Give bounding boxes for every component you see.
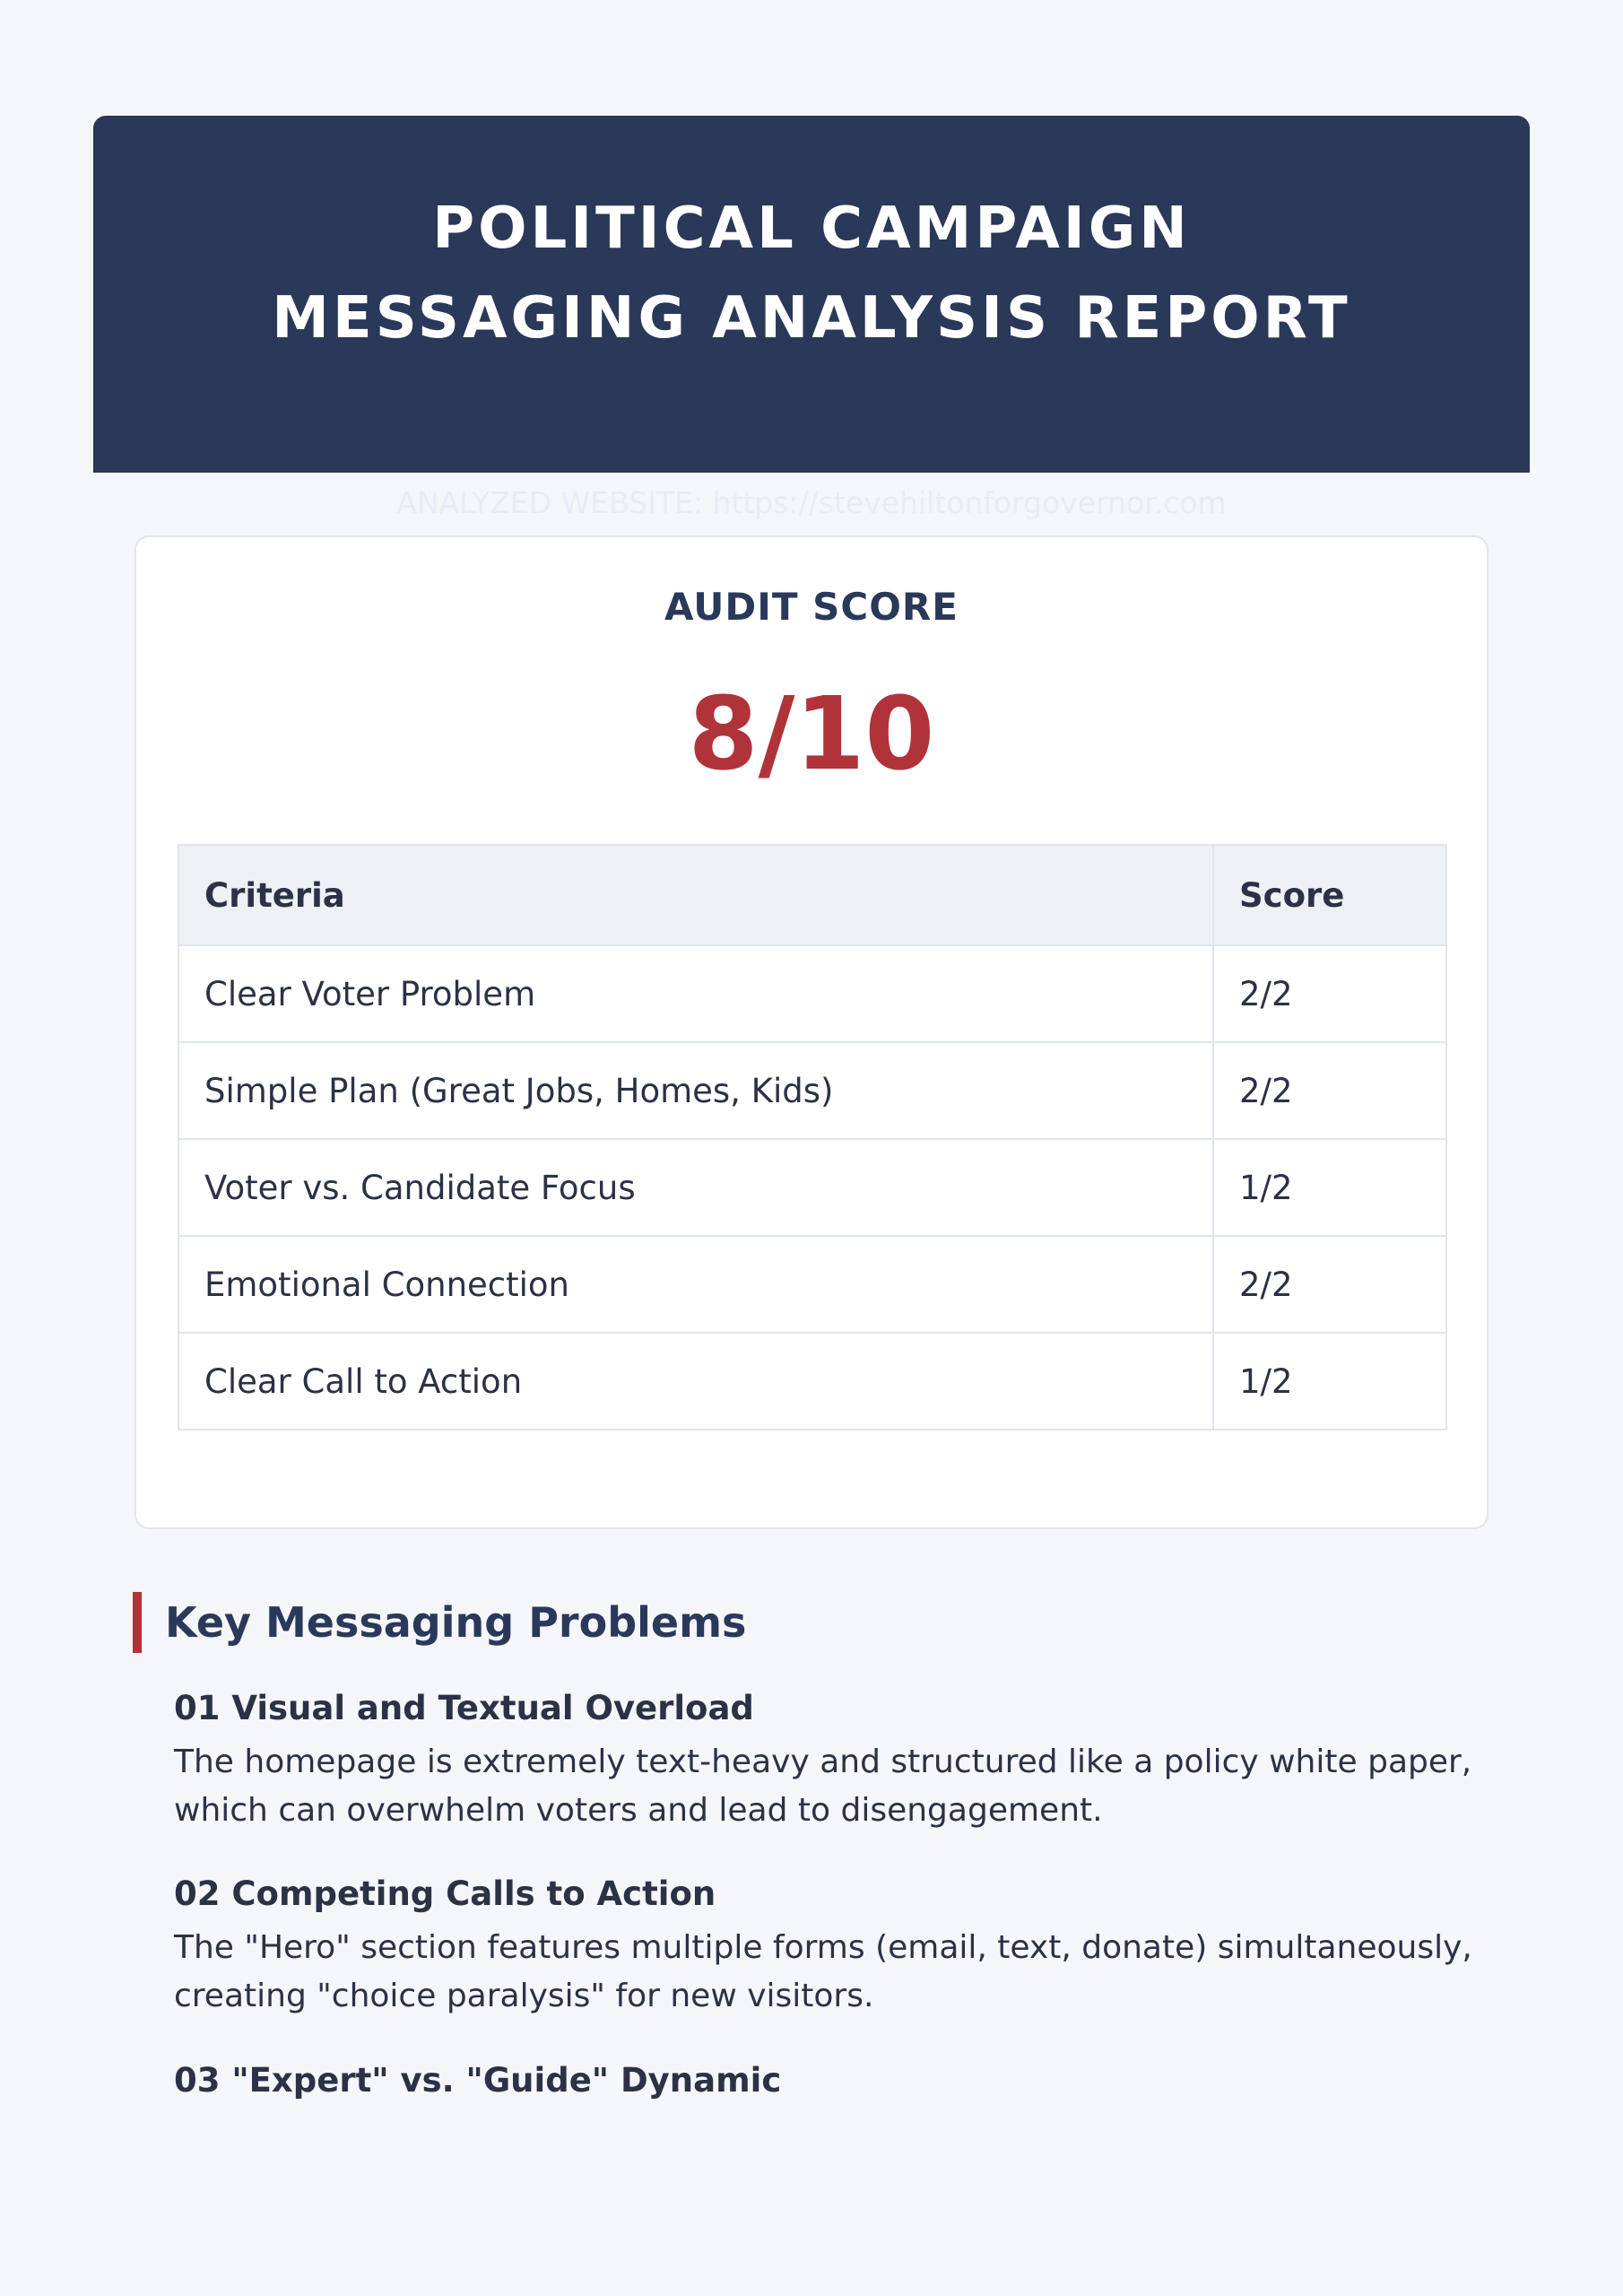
table-row: [178, 1333, 1446, 1430]
criteria-cell: Clear Call to Action: [178, 1333, 1213, 1430]
problem-item: [174, 2057, 1510, 2105]
criteria-cell: Voter vs. Candidate Focus: [178, 1139, 1213, 1236]
score-cell: 1/2: [1213, 1139, 1446, 1236]
score-cell: 2/2: [1213, 1042, 1446, 1139]
score-cell: 2/2: [1213, 945, 1446, 1042]
criteria-cell: Clear Voter Problem: [178, 945, 1213, 1042]
audit-score-value: 8/10: [688, 676, 935, 793]
audit-score-label: AUDIT SCORE: [664, 585, 959, 629]
criteria-table: [178, 844, 1447, 1431]
score-column-header: Score: [1213, 845, 1446, 945]
problem-item: [174, 1684, 1510, 1835]
problem-body: The homepage is extremely text-heavy and structured like a policy white paper, which can overwhelm voters and lead to disengagement.: [174, 1744, 1472, 1829]
analyzed-website: ANALYZED WEBSITE: https://stevehiltonforgovernor.com: [396, 485, 1227, 520]
criteria-cell: Simple Plan (Great Jobs, Homes, Kids): [178, 1042, 1213, 1139]
problem-title: 03 "Expert" vs. "Guide" Dynamic: [174, 2061, 782, 2100]
problem-title: 01 Visual and Textual Overload: [174, 1689, 754, 1727]
audit-score-card: [135, 535, 1488, 1529]
problem-body: The "Hero" section features multiple forms (email, text, donate) simultaneously, creating "choice paralysis" for new visitors.: [174, 1929, 1472, 2014]
criteria-cell: Emotional Connection: [178, 1236, 1213, 1333]
score-cell: 2/2: [1213, 1236, 1446, 1333]
table-header-row: [178, 845, 1446, 945]
table-row: [178, 1139, 1446, 1236]
table-row: [178, 1236, 1446, 1333]
table-row: [178, 945, 1446, 1042]
report-title: POLITICAL CAMPAIGN MESSAGING ANALYSIS REPORT: [272, 196, 1351, 352]
criteria-column-header: Criteria: [178, 845, 1213, 945]
score-cell: 1/2: [1213, 1333, 1446, 1430]
table-row: [178, 1042, 1446, 1139]
problems-heading: Key Messaging Problems: [133, 1592, 746, 1653]
problem-item: [174, 1870, 1510, 2021]
report-header: [93, 116, 1530, 520]
problem-title: 02 Competing Calls to Action: [174, 1874, 716, 1913]
